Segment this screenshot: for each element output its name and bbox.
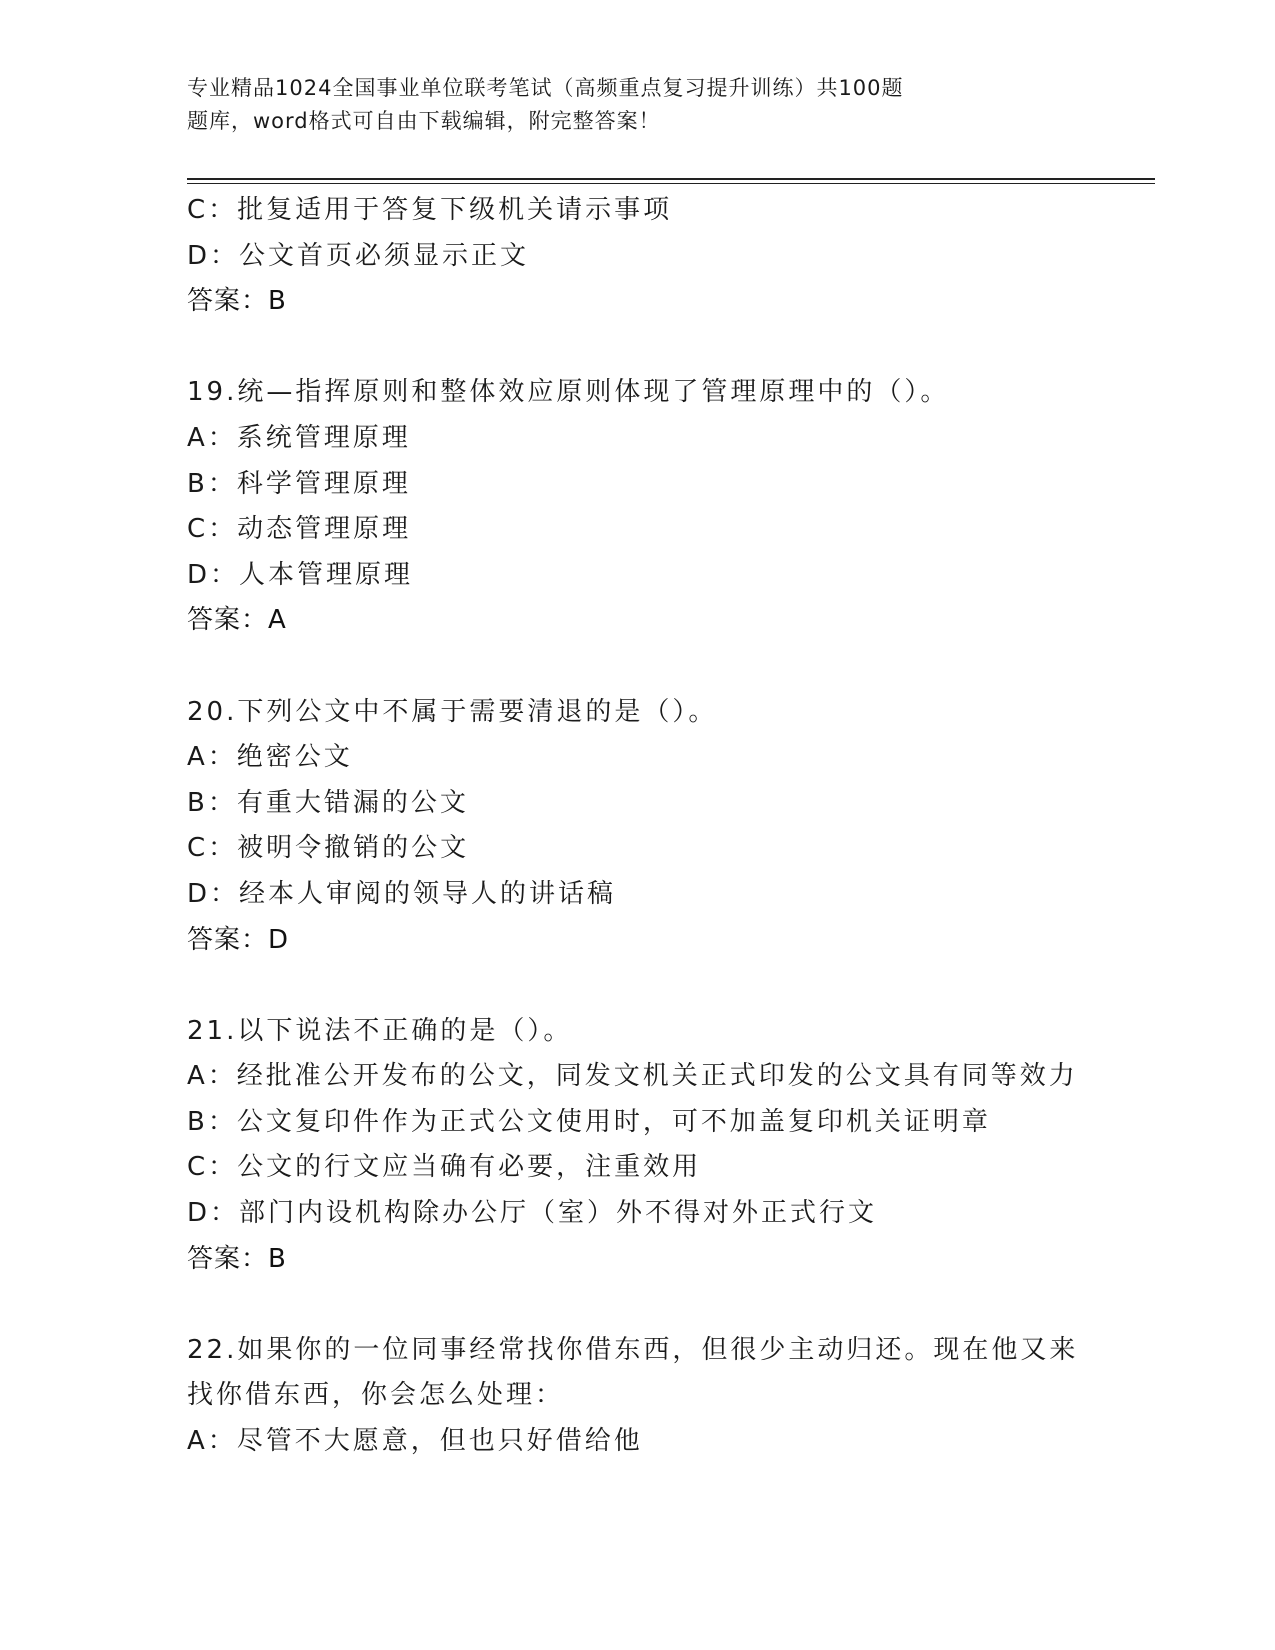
question-list xyxy=(187,188,1155,1465)
question-19-option-a: A：系统管理原理 xyxy=(187,422,411,453)
document-header xyxy=(187,72,1007,138)
question-18-answer: 答案：B xyxy=(187,286,287,317)
question-22-block xyxy=(187,1328,1155,1465)
question-20-option-a: A：绝密公文 xyxy=(187,742,353,773)
question-20-option-c: C：被明令撤销的公文 xyxy=(187,833,470,864)
spacer xyxy=(187,644,1155,690)
question-21-option-a: A：经批准公开发布的公文，同发文机关正式印发的公文具有同等效力 xyxy=(187,1061,1078,1092)
question-21-text: 21.以下说法不正确的是（）。 xyxy=(187,1015,573,1046)
question-18-option-d: D：公文首页必须显示正文 xyxy=(187,240,530,271)
question-19-block xyxy=(187,370,1155,644)
question-18-option-c: C：批复适用于答复下级机关请示事项 xyxy=(187,195,673,225)
question-19-option-d: D：人本管理原理 xyxy=(187,559,414,590)
question-18-block xyxy=(187,188,1155,325)
question-21-option-b: B：公文复印件作为正式公文使用时，可不加盖复印机关证明章 xyxy=(187,1106,991,1137)
spacer xyxy=(187,1282,1155,1328)
question-21-answer: 答案：B xyxy=(187,1243,287,1274)
header-divider-thick xyxy=(187,178,1155,180)
question-20-option-b: B：有重大错漏的公文 xyxy=(187,787,469,818)
spacer xyxy=(187,325,1155,371)
question-22-text-line-1: 22.如果你的一位同事经常找你借东西，但很少主动归还。现在他又来 xyxy=(187,1334,1079,1365)
question-21-option-c: C：公文的行文应当确有必要，注重效用 xyxy=(187,1152,702,1183)
question-19-text: 19.统—指挥原则和整体效应原则体现了管理原理中的（）。 xyxy=(187,377,950,408)
question-20-block xyxy=(187,690,1155,964)
question-21-option-d: D：部门内设机构除办公厅（室）外不得对外正式行文 xyxy=(187,1198,878,1229)
question-19-option-b: B：科学管理原理 xyxy=(187,468,411,499)
question-22-option-a: A：尽管不大愿意，但也只好借给他 xyxy=(187,1426,643,1457)
question-20-answer: 答案：D xyxy=(187,924,290,955)
question-21-block xyxy=(187,1009,1155,1283)
question-22-text-line-2: 找你借东西，你会怎么处理： xyxy=(187,1380,565,1411)
question-19-option-c: C：动态管理原理 xyxy=(187,514,412,545)
question-20-text: 20.下列公文中不属于需要清退的是（）。 xyxy=(187,696,718,727)
question-20-option-d: D：经本人审阅的领导人的讲话稿 xyxy=(187,878,617,909)
header-divider-thin xyxy=(187,183,1155,184)
question-19-answer: 答案：A xyxy=(187,605,287,636)
spacer xyxy=(187,963,1155,1009)
header-line-2: 题库，word格式可自由下载编辑，附完整答案！ xyxy=(187,109,661,133)
header-line-1: 专业精品1024全国事业单位联考笔试（高频重点复习提升训练）共100题 xyxy=(187,76,904,100)
